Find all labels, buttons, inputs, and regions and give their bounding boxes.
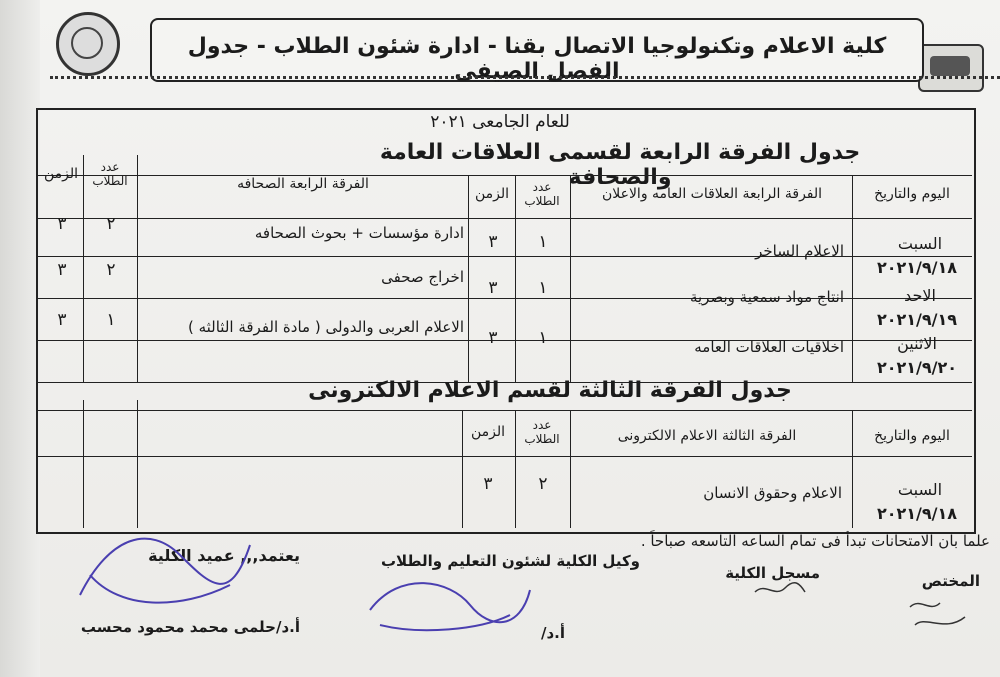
specialist-label: المختص xyxy=(921,572,980,590)
header-pr-students: عدد الطلاب xyxy=(524,180,560,208)
row1-pr-time: ٣ xyxy=(488,232,498,252)
table-rule xyxy=(38,218,972,219)
s2-header-subject: الفرقة الثالثة الاعلام الالكترونى xyxy=(617,428,797,444)
table-rule xyxy=(570,410,571,528)
row1-day: السبت xyxy=(897,234,943,253)
s2-header-time: الزمن xyxy=(470,424,506,440)
row1-j-time: ٣ xyxy=(57,214,67,234)
header-day-date: اليوم والتاريخ xyxy=(874,186,950,202)
row1-date: ٢٠٢١/٩/١٨ xyxy=(876,258,958,277)
dotted-divider xyxy=(50,64,1000,79)
table-rule xyxy=(137,155,138,382)
header-pr-subject: الفرقة الرابعة العلاقات العامه والاعلان xyxy=(601,186,823,202)
dean-signature xyxy=(60,515,260,625)
s2-row1-date: ٢٠٢١/٩/١٨ xyxy=(876,504,958,523)
row2-j-time: ٣ xyxy=(57,260,67,280)
row3-j-subject: الاعلام العربى والدولى ( مادة الفرقة الثالثه ) xyxy=(187,318,464,336)
vice-dean-signature xyxy=(360,570,540,640)
row2-pr-subject: انتاج مواد سمعية وبصرية xyxy=(689,288,844,306)
row2-pr-time: ٣ xyxy=(488,278,498,298)
academic-year: للعام الجامعى ٢٠٢١ xyxy=(430,112,570,132)
section1-title: جدول الفرقة الرابعة لقسمى العلاقات العامة والصحافة xyxy=(379,140,861,190)
row1-j-subject: ادارة مؤسسات + بحوث الصحافه xyxy=(254,224,464,242)
table-rule xyxy=(462,410,463,528)
table-rule xyxy=(852,410,853,528)
registrar-signature xyxy=(750,580,810,600)
registrar-label: مسجل الكلية xyxy=(725,564,820,582)
table-rule xyxy=(852,175,853,382)
row1-pr-subject: الاعلام الساخر xyxy=(755,242,844,260)
table-rule xyxy=(515,175,516,382)
row2-j-subject: اخراج صحفى xyxy=(381,268,464,286)
row2-date: ٢٠٢١/٩/١٩ xyxy=(876,310,958,329)
header-j-time: الزمن xyxy=(43,166,79,182)
table-rule xyxy=(570,175,571,382)
row3-day: الاثنين xyxy=(897,334,937,353)
s2-header-day-date: اليوم والتاريخ xyxy=(874,428,950,444)
row1-pr-students: ١ xyxy=(538,232,548,252)
vice-dean-label: وكيل الكلية لشئون التعليم والطلاب xyxy=(380,552,640,570)
row3-pr-students: ١ xyxy=(538,328,548,348)
table-rule xyxy=(38,456,972,457)
row3-pr-subject: اخلاقيات العلاقات العامه xyxy=(694,338,844,356)
s2-row1-time: ٣ xyxy=(483,474,493,494)
s2-row1-day: السبت xyxy=(897,480,943,499)
dean-approval-label: يعتمد,,, عميد الكلية xyxy=(148,546,300,565)
vice-dean-name: أ.د/ xyxy=(540,624,565,642)
table-rule xyxy=(515,410,516,528)
row2-day: الاحد xyxy=(904,286,936,305)
table-rule xyxy=(468,175,469,382)
row2-pr-students: ١ xyxy=(538,278,548,298)
table-rule xyxy=(137,400,138,528)
table-rule xyxy=(83,400,84,528)
s2-row1-subject: الاعلام وحقوق الانسان xyxy=(703,484,842,502)
row3-j-time: ٣ xyxy=(57,310,67,330)
row2-j-students: ٢ xyxy=(106,260,116,280)
specialist-signature xyxy=(905,595,975,635)
table-rule xyxy=(83,155,84,382)
page-edge-shadow xyxy=(0,0,40,677)
exam-start-note: علما بان الامتحانات تبدأ فى تمام الساعه التاسعه صباحاً . xyxy=(640,532,990,550)
header-j-students: عدد الطلاب xyxy=(92,160,128,188)
s2-header-students: عدد الطلاب xyxy=(524,418,560,446)
header-pr-time: الزمن xyxy=(474,186,510,202)
dean-name: أ.د/حلمى محمد محمود محسب xyxy=(80,618,300,636)
row3-j-students: ١ xyxy=(106,310,116,330)
document-title: كلية الاعلام وتكنولوجيا الاتصال بقنا - ادارة شئون الطلاب - جدول الفصل الصيفى xyxy=(187,34,887,84)
table-rule xyxy=(38,410,972,411)
row1-j-students: ٢ xyxy=(106,214,116,234)
row3-pr-time: ٣ xyxy=(488,328,498,348)
row3-date: ٢٠٢١/٩/٢٠ xyxy=(876,358,958,377)
section2-title: جدول الفرقة الثالثة لقسم الاعلام الالكترونى xyxy=(308,378,792,403)
s2-row1-students: ٢ xyxy=(538,474,548,494)
header-journalism-subject: الفرقة الرابعة الصحافه xyxy=(237,176,369,192)
